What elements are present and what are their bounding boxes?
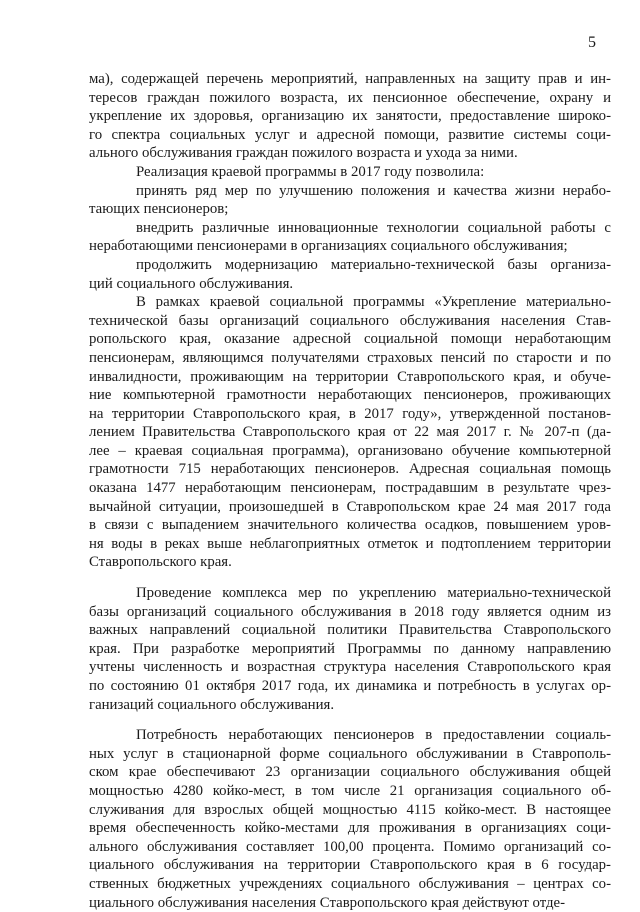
paragraph [89, 293, 611, 572]
text-line: ций социального обслуживания. [89, 275, 294, 292]
text-line: вычайной ситуации, произошедшей в Ставропольском крае 24 мая 2017 года [89, 498, 611, 515]
page-number: 5 [588, 34, 596, 51]
text-line: инвалидности, проживающим на территории Ставропольского края, и обуче- [89, 368, 611, 385]
text-line: Реализация краевой программы в 2017 году позволила: [136, 163, 485, 180]
text-line: неработающими пенсионерами в организациях социального обслуживания; [89, 238, 568, 255]
text-line: продолжить модернизацию материально-технической базы организа- [136, 256, 611, 273]
text-line: внедрить различные инновационные технологии социальной работы с [136, 219, 611, 236]
text-line: лее – краевая социальная программа), организовано обучение компьютерной [89, 442, 611, 459]
text-line: в связи с выпадением значительного количества осадков, повышением уров- [89, 517, 611, 534]
text-line: ня воды в реках выше неблагоприятных отметок и подтоплением территории [89, 535, 611, 552]
text-line: го спектра социальных услуг и адресной помощи, развитие системы соци- [89, 126, 611, 143]
text-line: ственных бюджетных учреждениях социального обслуживания – центрах со- [89, 875, 611, 892]
text-line: ганизаций социального обслуживания. [89, 696, 335, 713]
text-line: Потребность неработающих пенсионеров в предоставлении социаль- [136, 727, 611, 744]
paragraph [89, 256, 611, 293]
text-line: ние компьютерной грамотности неработающих пенсионеров, проживающих [89, 387, 611, 404]
document-body [89, 70, 611, 912]
text-line: циального обслуживания на территории Ставропольского края в 6 государ- [89, 857, 611, 874]
text-line: оказана 1477 неработающим пенсионерам, пострадавшим в результате чрез- [89, 480, 611, 497]
text-line: время обеспеченность койко-местами для проживания в организациях соци- [89, 820, 611, 837]
text-line: тающих пенсионеров; [89, 201, 229, 218]
text-line: пенсионерам, являющимся получателями страховых пенсий по старости и по [89, 349, 611, 366]
text-line: ропольского края, оказание адресной социальной помощи неработающим [89, 331, 611, 348]
text-line: служивания для взрослых общей мощностью 4115 койко-мест. В настоящее [89, 801, 611, 818]
paragraph [89, 182, 611, 219]
text-line: ском крае обеспечивают 23 организации социального обслуживания общей [89, 764, 611, 781]
text-line: мощностью 4280 койко-мест, в том числе 21 организация социального об- [89, 782, 611, 799]
paragraph [89, 219, 611, 256]
text-line: В рамках краевой социальной программы «Укрепление материально- [136, 294, 611, 311]
text-line: Ставропольского края. [89, 554, 232, 571]
text-line: циального обслуживания населения Ставропольского края действуют отде- [89, 894, 566, 911]
text-line: лением Правительства Ставропольского края от 22 мая 2017 г. № 207-п (да- [89, 424, 611, 441]
text-line: технической базы организаций социального обслуживания населения Став- [89, 312, 611, 329]
text-line: важных направлений социальной политики Правительства Ставропольского [89, 622, 611, 639]
text-line: по состоянию 01 октября 2017 года, их динамика и потребность в услугах ор- [89, 678, 611, 694]
text-line: края. При разработке мероприятий Программы по данному направлению [89, 640, 611, 657]
text-line: базы организаций социального обслуживания в 2018 году является одним из [89, 603, 611, 620]
text-line: укрепление их здоровья, организацию их занятости, предоставление широко- [89, 108, 611, 125]
text-line: ального обслуживания составляет 100,00 процента. Помимо организаций со- [89, 838, 611, 855]
text-line: тересов граждан пожилого возраста, их пенсионное обеспечение, охрану и [89, 89, 611, 106]
text-line: принять ряд мер по улучшению положения и качества жизни нерабо- [136, 182, 611, 199]
text-line: учтены численность и возрастная структура населения Ставропольского края [89, 659, 611, 676]
paragraph [89, 726, 611, 912]
text-line: ных услуг в стационарной форме социального обслуживании в Ставрополь- [89, 745, 611, 762]
text-line: грамотности 715 неработающих пенсионеров. Адресная социальная помощь [89, 461, 611, 478]
text-line: ма), содержащей перечень мероприятий, направленных на защиту прав и ин- [89, 71, 611, 87]
text-line: Проведение комплекса мер по укреплению материально-технической [136, 585, 611, 602]
paragraph [89, 163, 611, 182]
text-line: ального обслуживания граждан пожилого возраста и ухода за ними. [89, 145, 518, 162]
text-line: на территории Ставропольского края, в 2017 году», утвержденной постанов- [89, 405, 611, 422]
paragraph [89, 584, 611, 714]
paragraph [89, 70, 611, 163]
